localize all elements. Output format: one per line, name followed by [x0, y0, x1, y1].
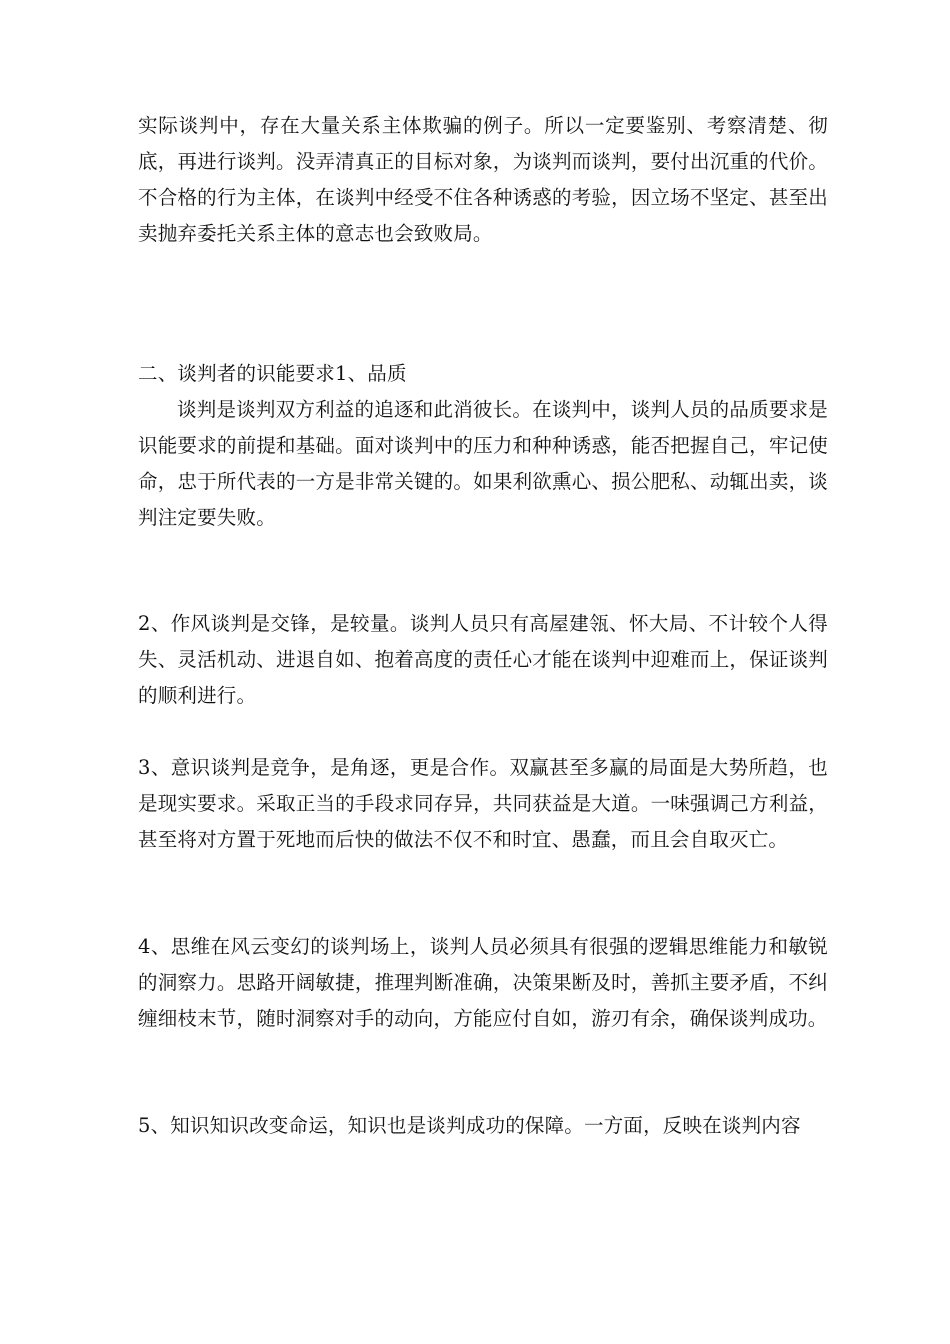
section-heading-quality: 二、谈判者的识能要求1、品质	[138, 362, 407, 385]
paragraph-knowledge: 5、知识知识改变命运，知识也是谈判成功的保障。一方面，反映在谈判内容	[138, 1114, 801, 1137]
paragraph-deception: 实际谈判中，存在大量关系主体欺骗的例子。所以一定要鉴别、考察清楚、彻底，再进行谈判。没弄清真正的目标对象，为谈判而谈判，要付出沉重的代价。不合格的行为主体，在谈判中经受不住各种诱惑的考验，因立场不坚定、甚至出卖抛弃委托关系主体的意志也会致败局。	[138, 114, 828, 245]
paragraph-quality: 谈判是谈判双方利益的追逐和此消彼长。在谈判中，谈判人员的品质要求是识能要求的前提和基础。面对谈判中的压力和种种诱惑，能否把握自己，牢记使命，忠于所代表的一方是非常关键的。如果利欲熏心、损公肥私、动辄出卖，谈判注定要失败。	[138, 398, 828, 529]
paragraph-style: 2、作风谈判是交锋，是较量。谈判人员只有高屋建瓴、怀大局、不计较个人得失、灵活机动、进退自如、抱着高度的责任心才能在谈判中迎难而上，保证谈判的顺利进行。	[138, 612, 828, 707]
paragraph-awareness: 3、意识谈判是竞争，是角逐，更是合作。双赢甚至多赢的局面是大势所趋，也是现实要求。采取正当的手段求同存异，共同获益是大道。一味强调己方利益，甚至将对方置于死地而后快的做法不仅不和时宜、愚蠢，而且会自取灭亡。	[138, 756, 828, 851]
paragraph-thinking: 4、思维在风云变幻的谈判场上，谈判人员必须具有很强的逻辑思维能力和敏锐的洞察力。思路开阔敏捷，推理判断准确，决策果断及时，善抓主要矛盾，不纠缠细枝末节，随时洞察对手的动向，方能应付自如，游刃有余，确保谈判成功。	[138, 935, 828, 1030]
